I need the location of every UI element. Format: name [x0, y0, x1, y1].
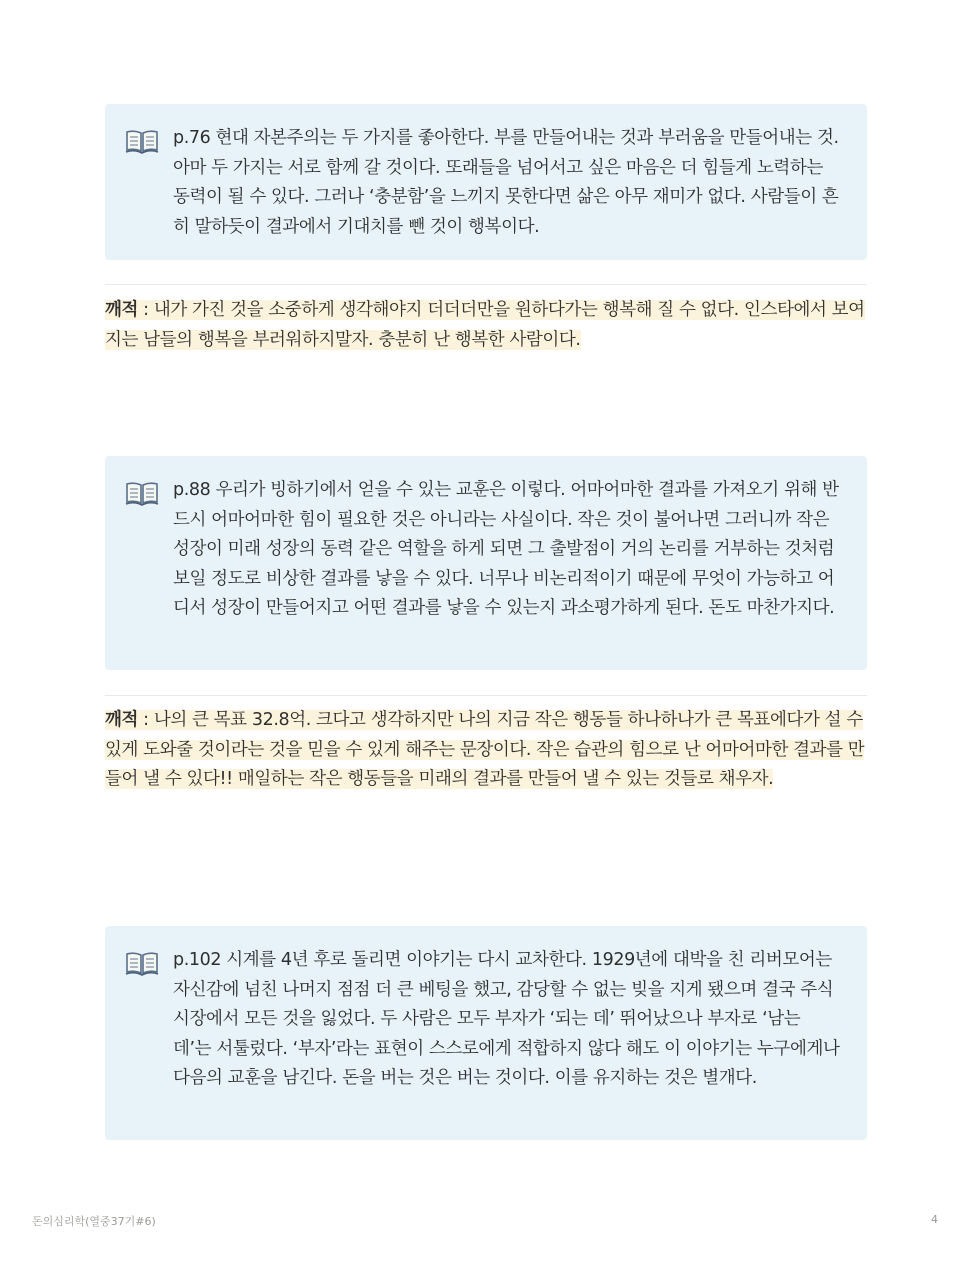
open-book-icon [125, 476, 173, 650]
note-label: 깨적 [105, 300, 139, 320]
callout-text: p.88 우리가 빙하기에서 얻을 수 있는 교훈은 이렇다. 어마어마한 결과를 가져오기 위해 반드시 어마어마한 힘이 필요한 것은 아니라는 사실이다. 작은 것이 불어나면 그러니까 작은 성장이 미래 성장의 동력 같은 역할을 하게 되면 그 출발점이 거의 논리를 거부하는 것처럼 보일 정도로 비상한 결과를 낳을 수 있다. 너무나 비논리적이기 때문에 무엇이 가능하고 어디서 성장이 만들어지고 어떤 결과를 낳을 수 있는지 과소평가하게 된다. 돈도 마찬가지다. [173, 480, 839, 618]
open-book-icon [125, 124, 173, 240]
note-text: : 나의 큰 목표 32.8억. 크다고 생각하지만 나의 지금 작은 행동들 하나하나가 큰 목표에다가 설 수 있게 도와줄 것이라는 것을 믿을 수 있게 해주는 문장이다. 작은 습관의 힘으로 난 어마어마한 결과를 만들어 낼 수 있다!! 매일하는 작은 행동들을 미래의 결과를 만들어 낼 수 있는 것들로 채우자. [105, 710, 865, 789]
quote-callout-2 [105, 456, 867, 670]
divider [105, 695, 867, 696]
callout-text: p.102 시계를 4년 후로 돌리면 이야기는 다시 교차한다. 1929년에 대박을 친 리버모어는 자신감에 넘친 나머지 점점 더 큰 베팅을 했고, 감당할 수 없는 빚을 지게 됐으며 결국 주식시장에서 모든 것을 잃었다. 두 사람은 모두 부자가 ‘되는 데’ 뛰어났으나 부자로 ‘남는 데’는 서툴렀다. ‘부자’라는 표현이 스스로에게 적합하지 않다 해도 이 이야기는 누구에게나 다음의 교훈을 남긴다. 돈을 버는 것은 버는 것이다. 이를 유지하는 것은 별개다. [173, 950, 840, 1088]
footer-page-number: 4 [931, 1213, 938, 1226]
open-book-icon [125, 946, 173, 1120]
divider [105, 284, 867, 285]
callout-text: p.76 현대 자본주의는 두 가지를 좋아한다. 부를 만들어내는 것과 부러움을 만들어내는 것. 아마 두 가지는 서로 함께 갈 것이다. 또래들을 넘어서고 싶은 마음은 더 힘들게 노력하는 동력이 될 수 있다. 그러나 ‘충분함’을 느끼지 못한다면 삶은 아무 재미가 없다. 사람들이 흔히 말하듯이 결과에서 기대치를 뺀 것이 행복이다. [173, 128, 839, 237]
note-label: 깨적 [105, 710, 139, 730]
quote-callout-1 [105, 104, 867, 260]
reflection-note-2 [105, 706, 875, 795]
footer-document-title: 돈의심리학(열중37기#6) [32, 1215, 156, 1228]
note-text: : 내가 가진 것을 소중하게 생각해야지 더더더만을 원하다가는 행복해 질 수 없다. 인스타에서 보여지는 남들의 행복을 부러워하지말자. 충분히 난 행복한 사람이다. [105, 300, 865, 350]
quote-callout-3 [105, 926, 867, 1140]
reflection-note-1 [105, 296, 875, 355]
